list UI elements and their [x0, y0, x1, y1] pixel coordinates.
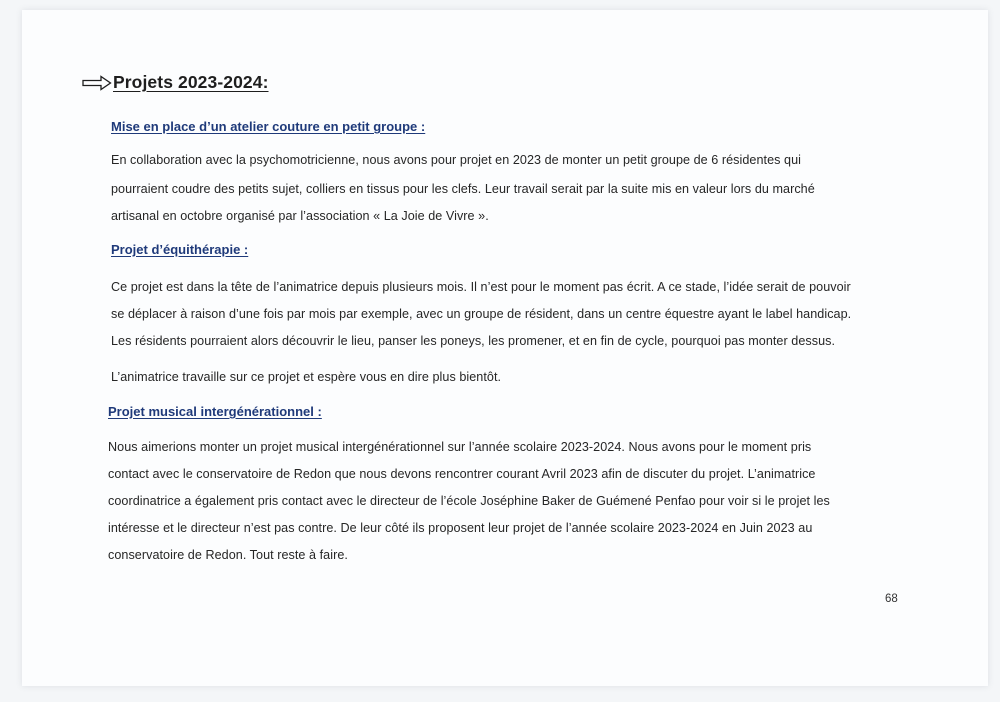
- paragraph-line: Ce projet est dans la tête de l’animatrice depuis plusieurs mois. Il n’est pour le moment pas écrit. A ce stade, l’idée serait de pouvoir: [111, 280, 851, 294]
- paragraph-line: conservatoire de Redon. Tout reste à faire.: [108, 548, 348, 562]
- paragraph-line: pourraient coudre des petits sujet, colliers en tissus pour les clefs. Leur travail serait par la suite mis en valeur lors du marché: [111, 182, 815, 196]
- page-number: 68: [885, 593, 898, 605]
- paragraph-line: Nous aimerions monter un projet musical intergénérationnel sur l’année scolaire 2023-2024. Nous avons pour le moment pris: [108, 440, 812, 454]
- document-page: [22, 10, 988, 686]
- paragraph-line: Les résidents pourraient alors découvrir le lieu, panser les poneys, les promener, et en fin de cycle, pourquoi pas monter dessus.: [111, 334, 836, 348]
- main-heading: [82, 72, 269, 93]
- right-arrow-icon: [82, 75, 112, 91]
- paragraph-line: contact avec le conservatoire de Redon que nous devons rencontrer courant Avril 2023 afin de discuter du projet. L’animatrice: [108, 467, 816, 481]
- paragraph-line: artisanal en octobre organisé par l’association « La Joie de Vivre ».: [111, 209, 489, 223]
- paragraph-line: se déplacer à raison d’une fois par mois par exemple, avec un groupe de résident, dans un centre équestre ayant le label handicap.: [111, 307, 852, 321]
- section-heading-atelier-couture: Mise en place d’un atelier couture en petit groupe :: [111, 119, 426, 134]
- paragraph-line: coordinatrice a également pris contact avec le directeur de l’école Joséphine Baker de Guémené Penfao pour voir si le projet les: [108, 494, 830, 508]
- paragraph-line: intéresse et le directeur n’est pas contre. De leur côté ils proposent leur projet de l’année scolaire 2023-2024 en Juin 2023 au: [108, 521, 813, 535]
- page-title: Projets 2023-2024:: [113, 72, 269, 92]
- section-heading-equitherapie: Projet d’équithérapie :: [111, 242, 249, 257]
- paragraph-line: En collaboration avec la psychomotricienne, nous avons pour projet en 2023 de monter un petit groupe de 6 résidentes qui: [111, 153, 801, 167]
- section-heading-projet-musical: Projet musical intergénérationnel :: [108, 404, 322, 419]
- paragraph-line: L’animatrice travaille sur ce projet et espère vous en dire plus bientôt.: [111, 370, 502, 384]
